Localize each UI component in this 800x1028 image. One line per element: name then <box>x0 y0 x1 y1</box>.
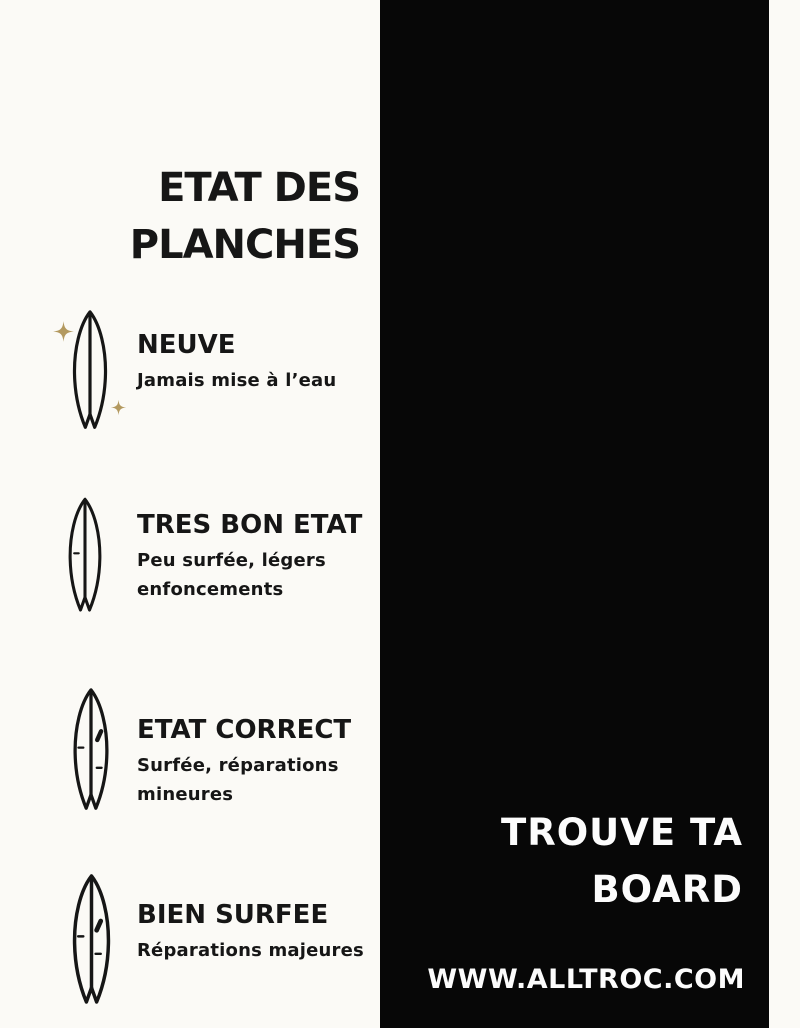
condition-item-tres-bon-etat <box>137 510 387 604</box>
page-title-line-2: PLANCHES <box>129 222 360 268</box>
page-title <box>130 160 360 274</box>
condition-description-line: Jamais mise à l’eau <box>137 370 337 391</box>
condition-description <box>137 936 387 965</box>
condition-heading: BIEN SURFEE <box>137 900 329 930</box>
condition-heading: TRES BON ETAT <box>137 510 363 540</box>
condition-item-neuve <box>137 330 387 395</box>
condition-heading: NEUVE <box>137 330 236 360</box>
page-title-line-1: ETAT DES <box>158 165 360 211</box>
condition-description-line: enfoncements <box>137 579 284 600</box>
surfboard-very-good-icon <box>67 493 103 619</box>
condition-description <box>137 546 387 604</box>
sparkle-icon <box>110 399 127 416</box>
surfboard-fair-icon <box>71 688 111 813</box>
brand-tagline-line-1: TROUVE TA <box>500 811 743 854</box>
condition-description-line: Réparations majeures <box>137 940 364 961</box>
surfboard-new-icon <box>71 310 109 432</box>
condition-item-bien-surfee <box>137 900 387 965</box>
sparkle-shape <box>111 400 126 415</box>
brand-tagline-line-2: BOARD <box>591 868 743 911</box>
condition-heading: ETAT CORRECT <box>137 715 352 745</box>
condition-description-line: mineures <box>137 784 234 805</box>
website-url: WWW.ALLTROC.COM <box>427 964 745 995</box>
condition-description-line: Peu surfée, légers <box>137 550 326 571</box>
condition-description <box>137 366 387 395</box>
surfboard-heavily-used-icon <box>71 873 112 1008</box>
repair-patch-mark <box>97 731 101 740</box>
condition-description-line: Surfée, réparations <box>137 755 339 776</box>
repair-patch-mark <box>97 921 101 930</box>
condition-description <box>137 751 387 809</box>
brand-tagline <box>501 804 743 918</box>
condition-item-etat-correct <box>137 715 387 809</box>
